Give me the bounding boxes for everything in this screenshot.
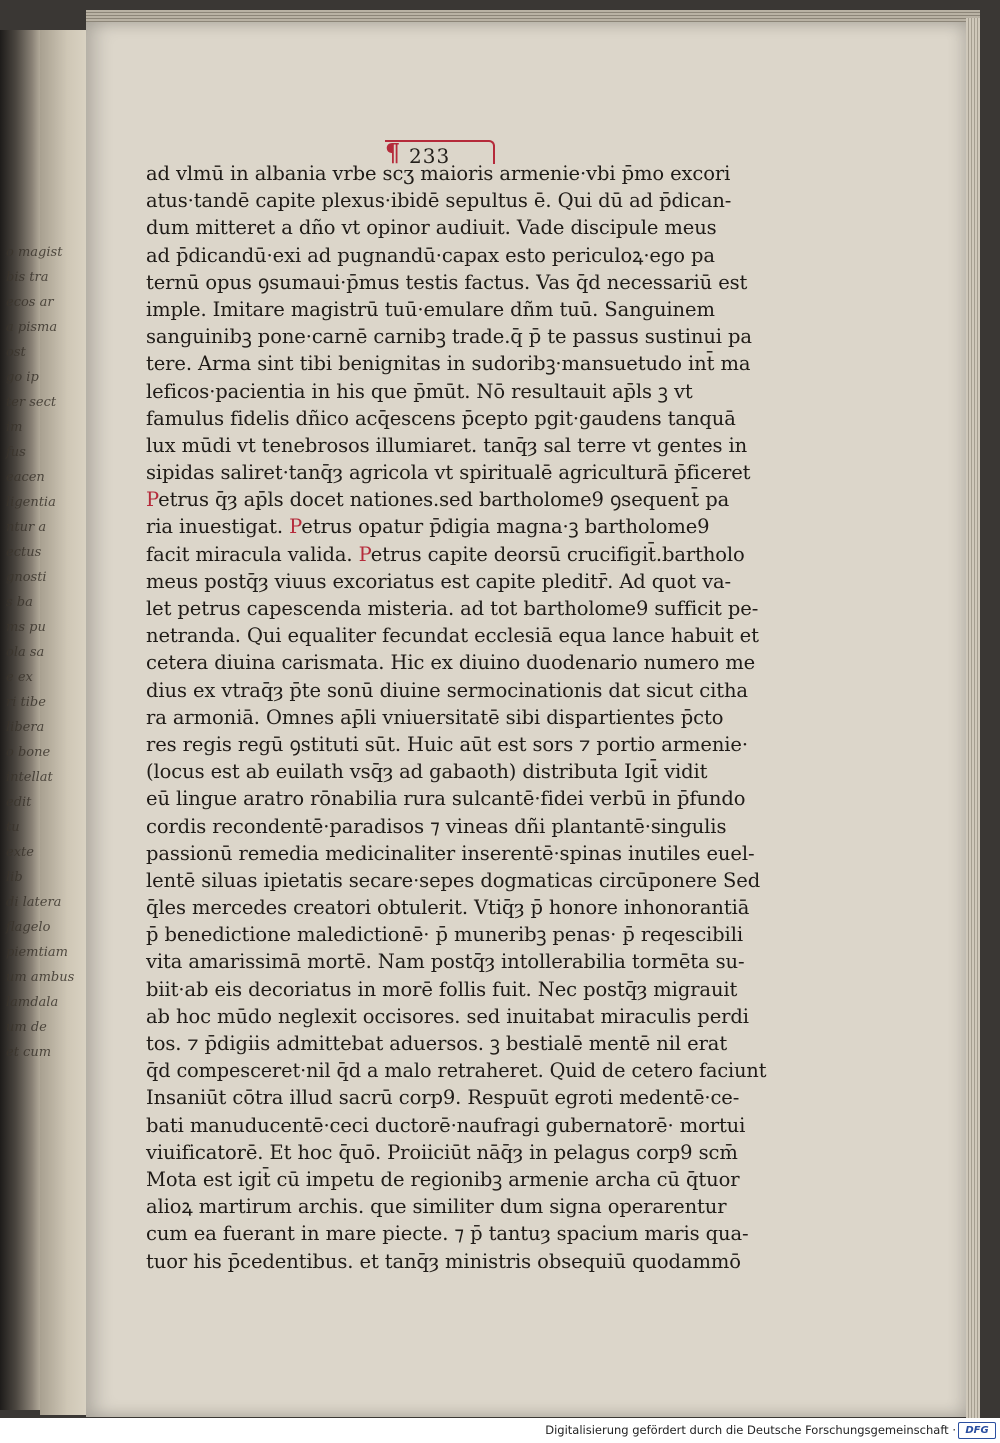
- left-page-margin: [6, 30, 86, 1415]
- line-text: ad vlmū in albania vrbe scʒ maioris armenie·vbi p̄mo excori: [146, 162, 731, 185]
- line-text: eū lingue aratro rōnabilia rura sulcantē·fidei verbū in p̄fundo: [146, 787, 746, 811]
- text-line: [146, 160, 766, 187]
- line-text: vita amarissimā mortē. Nam postq̄ȝ intollerabilia tormēta su-: [146, 950, 745, 974]
- text-line: [146, 677, 766, 704]
- left-page-fragment: exte: [6, 845, 34, 860]
- page-stack-top-edge: [86, 10, 980, 22]
- text-line: [146, 242, 766, 269]
- text-line: [146, 704, 766, 731]
- line-text: lentē siluas ipietatis secare·sepes dogmaticas circūponere Sed: [146, 868, 761, 892]
- text-line: [146, 486, 766, 513]
- line-text: famulus fidelis dñico acq̄escens p̄cepto pgit·gaudens tanquā: [146, 406, 736, 430]
- text-line: [146, 785, 766, 812]
- left-page-fragment: go ip: [6, 370, 39, 385]
- line-text: etrus q̄ȝ ap̄ls docet nationes.sed bartholome9 ꝯsequent̄ pa: [158, 488, 730, 512]
- text-line: [146, 976, 766, 1003]
- left-page-fragment: ter sect: [6, 395, 57, 410]
- left-page-fragment: libera: [6, 720, 45, 735]
- left-page-fragment: ost: [6, 345, 26, 360]
- page-text-block: [146, 160, 766, 1275]
- text-line: [146, 323, 766, 350]
- text-line: [146, 296, 766, 323]
- text-line: [146, 269, 766, 296]
- text-line: [146, 1248, 766, 1275]
- text-line: [146, 948, 766, 975]
- text-line: [146, 1112, 766, 1139]
- left-page-fragment: ntur a: [6, 520, 47, 535]
- left-page-fragment: di latera: [6, 895, 62, 910]
- line-text: ra armoniā. Omnes ap̄li vniuersitatē sibi dispartientes p̄cto: [146, 705, 724, 729]
- line-text: cetera diuina carismata. Hic ex diuino duodenario numero me: [146, 651, 756, 675]
- page-stack-edge: [966, 18, 980, 1418]
- line-text: atus·tandē capite plexus·ibidē sepultus ē. Qui dū ad p̄dican-: [146, 189, 732, 213]
- text-line: [146, 731, 766, 758]
- line-text: bati manuducentē·ceci ductorē·naufragi gubernatorē· mortui: [146, 1113, 746, 1137]
- line-text: imple. Imitare magistrū tuū·emulare dñm tuū. Sanguinem: [146, 297, 715, 321]
- text-line: [146, 350, 766, 377]
- line-text: etrus capite deorsū crucifigit̄.bartholo: [370, 542, 745, 566]
- footer-credit: Digitalisierung gefördert durch die Deutsche Forschungsgemeinschaft ·: [545, 1423, 956, 1437]
- text-line: [146, 1030, 766, 1057]
- left-page-fragment: a pisma: [6, 320, 58, 335]
- left-page-fragment: ola sa: [6, 645, 45, 660]
- text-line: [146, 758, 766, 785]
- line-text: dius ex vtraq̄ȝ p̄te sonū diuine sermocinationis dat sicut citha: [146, 678, 748, 702]
- left-page-fragment: bis tra: [6, 270, 49, 285]
- pilcrow-mark: ¶: [385, 138, 401, 167]
- text-line: [146, 1003, 766, 1030]
- rubricated-initial: P: [358, 542, 371, 566]
- text-line: [146, 813, 766, 840]
- text-line: [146, 405, 766, 432]
- rubricated-initial: P: [146, 488, 159, 512]
- left-page-fragment: eacen: [6, 470, 45, 485]
- line-text: alioꝝ martirum archis. que similiter dum signa operarentur: [146, 1195, 727, 1219]
- folio-number: 233: [409, 144, 451, 168]
- left-page-fragment: o magist: [6, 245, 63, 260]
- line-text: biit·ab eis decoriatus in morē follis fuit. Nec postq̄ȝ migrauit: [146, 977, 738, 1001]
- left-page-fragment: ms pu: [6, 620, 46, 635]
- line-text: lux mūdi vt tenebrosos illumiaret. tanq̄ȝ sal terre vt gentes in: [146, 433, 748, 457]
- line-text: leficos·pacientia in his que p̄mūt. Nō resultauit ap̄ls ꝫ vt: [146, 379, 693, 403]
- left-page-fragment: im: [6, 420, 23, 435]
- left-page-fragments: [6, 240, 86, 1065]
- line-text: dum mitteret a dño vt opinor audiuit. Vade discipule meus: [146, 216, 717, 240]
- text-line: [146, 595, 766, 622]
- text-line: [146, 378, 766, 405]
- left-page-fragment: lamdala: [6, 995, 59, 1010]
- left-page-fragment: ectus: [6, 545, 42, 560]
- left-page-fragment: gnosti: [6, 570, 47, 585]
- text-line: [146, 1166, 766, 1193]
- text-line: [146, 1139, 766, 1166]
- rubricated-initial: P: [289, 515, 302, 539]
- text-line: [146, 840, 766, 867]
- line-text: res regis regū ꝯstituti sūt. Huic aūt est sors ⁊ portio armenie·: [146, 732, 748, 756]
- line-text: meus postq̄ȝ viuus excoriatus est capite pleditr̄. Ad quot va-: [146, 569, 732, 593]
- left-page-fragment: intellat: [6, 770, 53, 785]
- left-page-fragment: ri tibe: [6, 695, 46, 710]
- left-page-fragment: ecos ar: [6, 295, 54, 310]
- line-text: p̄ benedictione maledictionē· p̄ muneribꝫ penas· p̄ reqescibili: [146, 923, 743, 947]
- line-text-pre: facit miracula valida.: [146, 542, 359, 566]
- line-text: ab hoc mūdo neglexit occisores. sed inuitabat miraculis perdi: [146, 1004, 749, 1028]
- text-line: [146, 1057, 766, 1084]
- text-line: [146, 921, 766, 948]
- left-page-fragment: s ba: [6, 595, 33, 610]
- line-text: cum ea fuerant in mare piecte. ⁊ p̄ tantuȝ spacium maris qua-: [146, 1222, 749, 1246]
- left-page-fragment: um ambus: [6, 970, 75, 985]
- left-page-fragment: e ex: [6, 670, 33, 685]
- line-text: cordis recondentē·paradisos ⁊ vineas dñi plantantē·singulis: [146, 814, 727, 838]
- left-page-fragment: edit: [6, 795, 32, 810]
- text-line: [146, 649, 766, 676]
- line-text: tere. Arma sint tibi benignitas in sudoribꝫ·mansuetudo int̄ ma: [146, 352, 751, 376]
- text-line: [146, 1193, 766, 1220]
- left-page-fragment: fus: [6, 445, 26, 460]
- left-page-fragment: et cum: [6, 1045, 52, 1060]
- footer-bar: [0, 1418, 1000, 1443]
- left-page-fragment: tu: [6, 820, 20, 835]
- left-page-fragment: ligentia: [6, 495, 56, 510]
- text-line: [146, 1220, 766, 1247]
- text-line: [146, 867, 766, 894]
- line-text: ad p̄dicandū·exi ad pugnandū·capax esto periculoꝝ·ego pa: [146, 243, 715, 267]
- line-text: netranda. Qui equaliter fecundat ecclesiā equa lance habuit et: [146, 624, 759, 648]
- line-text: etrus opatur p̄digia magna·ꝫ bartholome9: [301, 515, 710, 539]
- text-line: [146, 894, 766, 921]
- line-text: let petrus capescenda misteria. ad tot bartholome9 sufficit pe-: [146, 597, 759, 620]
- line-text: sipidas saliret·tanq̄ȝ agricola vt spiritualē agriculturā p̄ficeret: [146, 461, 751, 485]
- line-text: tuor his p̄cedentibus. et tanq̄ȝ ministris obsequiū quodammō: [146, 1249, 741, 1273]
- text-line: [146, 459, 766, 486]
- line-text: passionū remedia medicinaliter inserentē·spinas inutiles euel-: [146, 841, 755, 865]
- text-line: [146, 214, 766, 241]
- text-line: [146, 187, 766, 214]
- line-text: viuificatorē. Et hoc q̄uō. Proiiciūt nāq̄ȝ in pelagus corp9 scm̄: [146, 1140, 738, 1164]
- line-text: Mota est igit̄ cū impetu de regionibꝫ armenie archa cū q̄tuor: [146, 1167, 740, 1191]
- line-text: tos. ⁊ p̄digiis admittebat aduersos. ꝫ bestialē mentē nil erat: [146, 1032, 728, 1055]
- left-page-fragment: flagelo: [6, 920, 51, 935]
- text-line: [146, 622, 766, 649]
- left-page-fragment: o bone: [6, 745, 51, 760]
- left-page-fragment: um de: [6, 1020, 47, 1035]
- left-page-fragment: piemtiam: [6, 945, 68, 960]
- dfg-logo: DFG: [958, 1422, 996, 1439]
- text-line: [146, 568, 766, 595]
- text-line: [146, 432, 766, 459]
- line-text: q̄d compesceret·nil q̄d a malo retraheret. Quid de cetero faciunt: [146, 1059, 767, 1083]
- text-line: [146, 513, 766, 540]
- line-text: q̄les mercedes creatori obtulerit. Vtiq̄ȝ p̄ honore inhonorantiā: [146, 896, 750, 920]
- line-text: (locus est ab euilath vsq̄ȝ ad gabaoth) distributa Igit̄ vidit: [146, 760, 708, 784]
- left-page-fragment: lib: [6, 870, 23, 885]
- line-text-pre: ria inuestigat.: [146, 515, 290, 539]
- line-text: Insaniūt cōtra illud sacrū corp9. Respuūt egroti medentē·ce-: [146, 1086, 740, 1110]
- text-line: [146, 1084, 766, 1111]
- text-line: [146, 541, 766, 568]
- line-text: sanguinibꝫ pone·carnē carnibꝫ trade.q̄ p̄ te passus sustinui pa: [146, 325, 752, 349]
- line-text: ternū opus ꝯsumaui·p̄mus testis factus. Vas q̄d necessariū est: [146, 270, 748, 294]
